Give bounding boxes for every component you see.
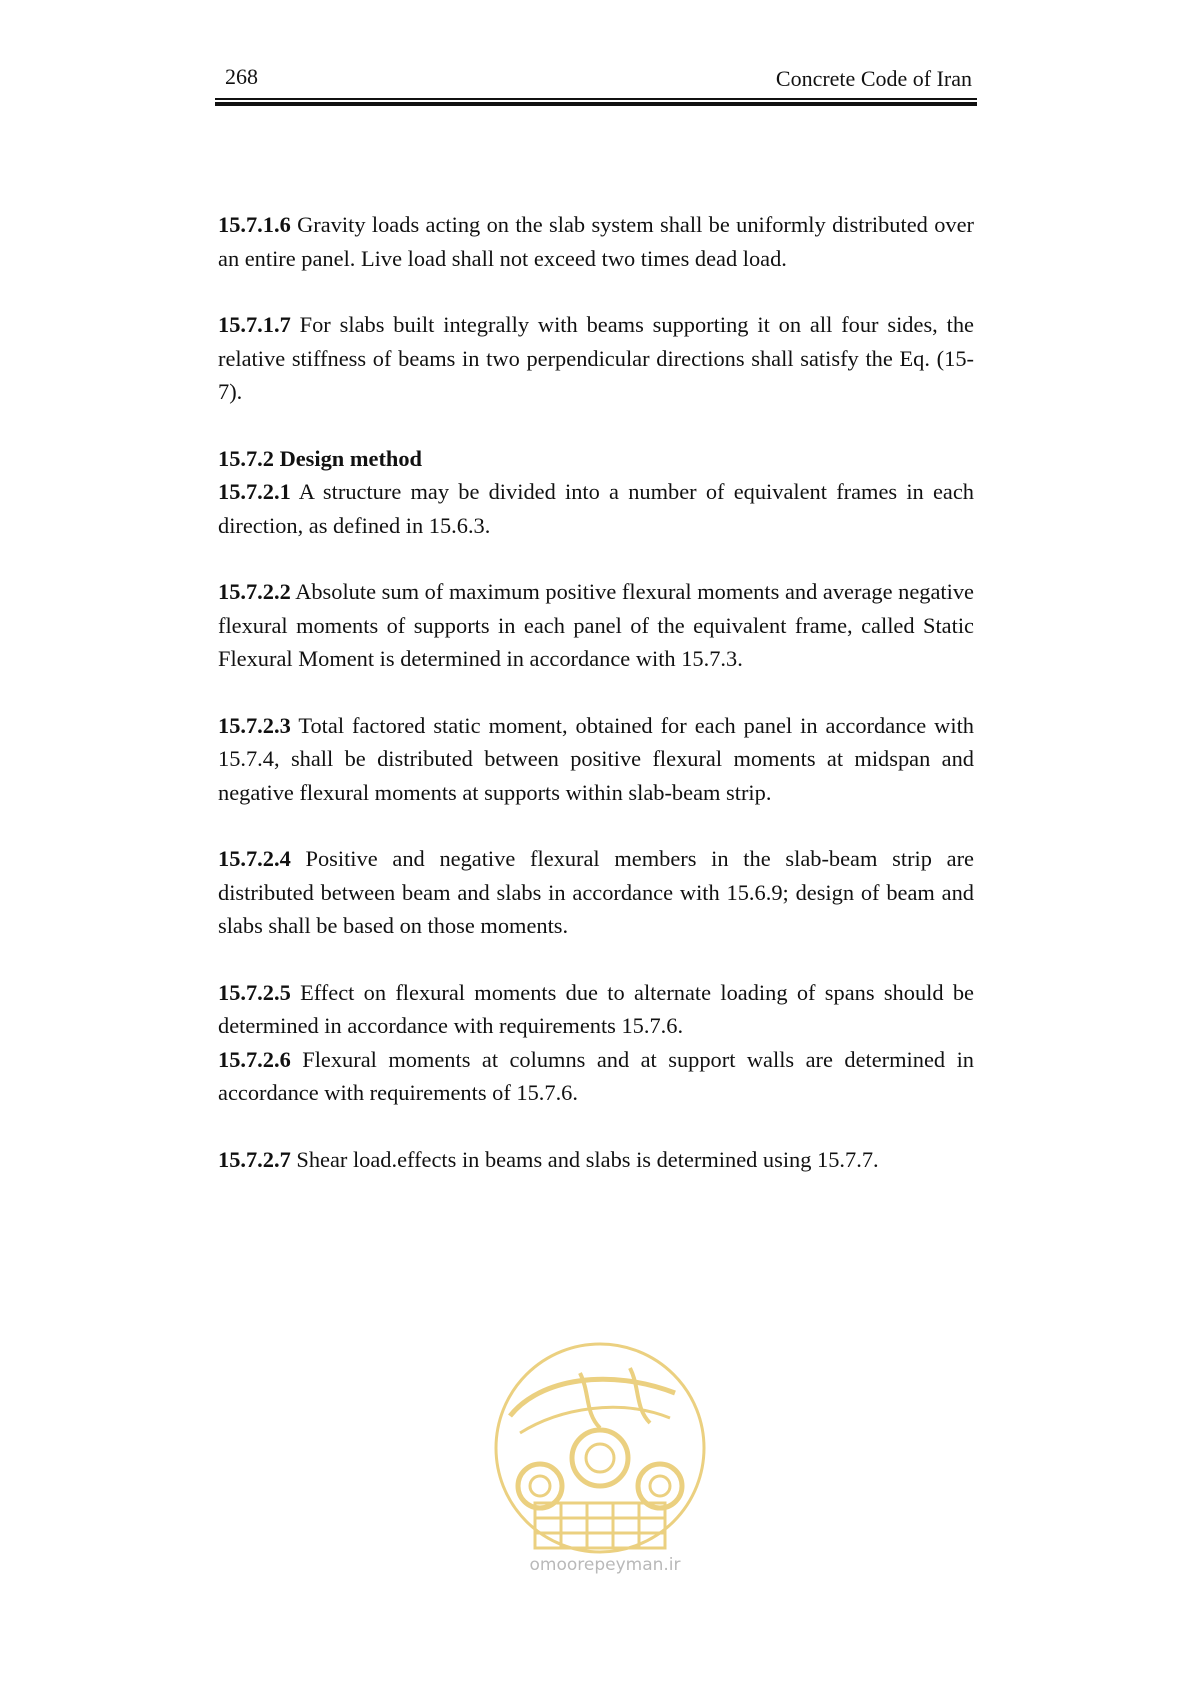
- clause-15-7-2-7: [218, 1143, 974, 1177]
- running-title: Concrete Code of Iran: [775, 66, 972, 91]
- clause-15-7-2-4: [218, 842, 974, 943]
- clause-15-7-2-6: [218, 1043, 974, 1110]
- clause-text: A structure may be divided into a number of equivalent frames in each direction, as defined in 15.6.3.: [218, 479, 974, 538]
- clause-number: 15.7.1.6: [218, 212, 291, 237]
- clause-15-7-1-7: [218, 308, 974, 409]
- section-heading: 15.7.2 Design method: [218, 445, 423, 471]
- clause-number: 15.7.2.2: [218, 579, 291, 604]
- clause-number: 15.7.2.5: [218, 979, 291, 1005]
- clause-number: 15.7.2.1: [218, 479, 291, 504]
- header-rule-thin: [215, 98, 977, 100]
- clause-number: 15.7.2.7: [218, 1146, 291, 1172]
- clause-text: Absolute sum of maximum positive flexural moments and average negative flexural moments of supports in each panel of the equivalent frame, called Static Flexural Moment is determined in accordance with 15.7.3.: [218, 579, 974, 671]
- clause-text: Total factored static moment, obtained for each panel in accordance with 15.7.4, shall be distributed between positive flexural moments at midspan and negative flexural moments at supports within slab-beam strip.: [218, 712, 974, 805]
- page-number: 268: [225, 64, 258, 89]
- clause-text: Positive and negative flexural members in the slab-beam strip are distributed between beam and slabs in accordance with 15.6.9; design of beam and slabs shall be based on those moments.: [218, 846, 974, 938]
- page-header: [215, 62, 975, 98]
- clause-number: 15.7.2.6: [218, 1046, 291, 1072]
- clause-number: 15.7.2.4: [218, 846, 291, 871]
- clause-text: For slabs built integrally with beams supporting it on all four sides, the relative stiffness of beams in two perpendicular directions shall satisfy the Eq. (15-7).: [218, 312, 974, 404]
- clause-text: Shear load.effects in beams and slabs is determined using 15.7.7.: [290, 1146, 879, 1172]
- clause-text: Effect on flexural moments due to alternate loading of spans should be determined in accordance with requirements 15.7.6.: [218, 979, 974, 1038]
- header-rule-thick: [215, 102, 977, 106]
- clause-15-7-2-2: [218, 575, 974, 676]
- watermark-url: omoorepeyman.ir: [529, 1555, 681, 1575]
- clause-number: 15.7.2.3: [218, 712, 291, 738]
- clause-text: Flexural moments at columns and at support walls are determined in accordance with requirements of 15.7.6.: [218, 1046, 974, 1105]
- clause-number: 15.7.1.7: [218, 312, 291, 337]
- page-content: [218, 208, 974, 1209]
- clause-15-7-2-3: [218, 709, 974, 810]
- clause-15-7-1-6: [218, 208, 974, 275]
- clause-15-7-2-1: [218, 475, 974, 542]
- clause-15-7-2-5: [218, 976, 974, 1043]
- clause-text: Gravity loads acting on the slab system shall be uniformly distributed over an entire panel. Live load shall not exceed two times dead load.: [218, 212, 974, 271]
